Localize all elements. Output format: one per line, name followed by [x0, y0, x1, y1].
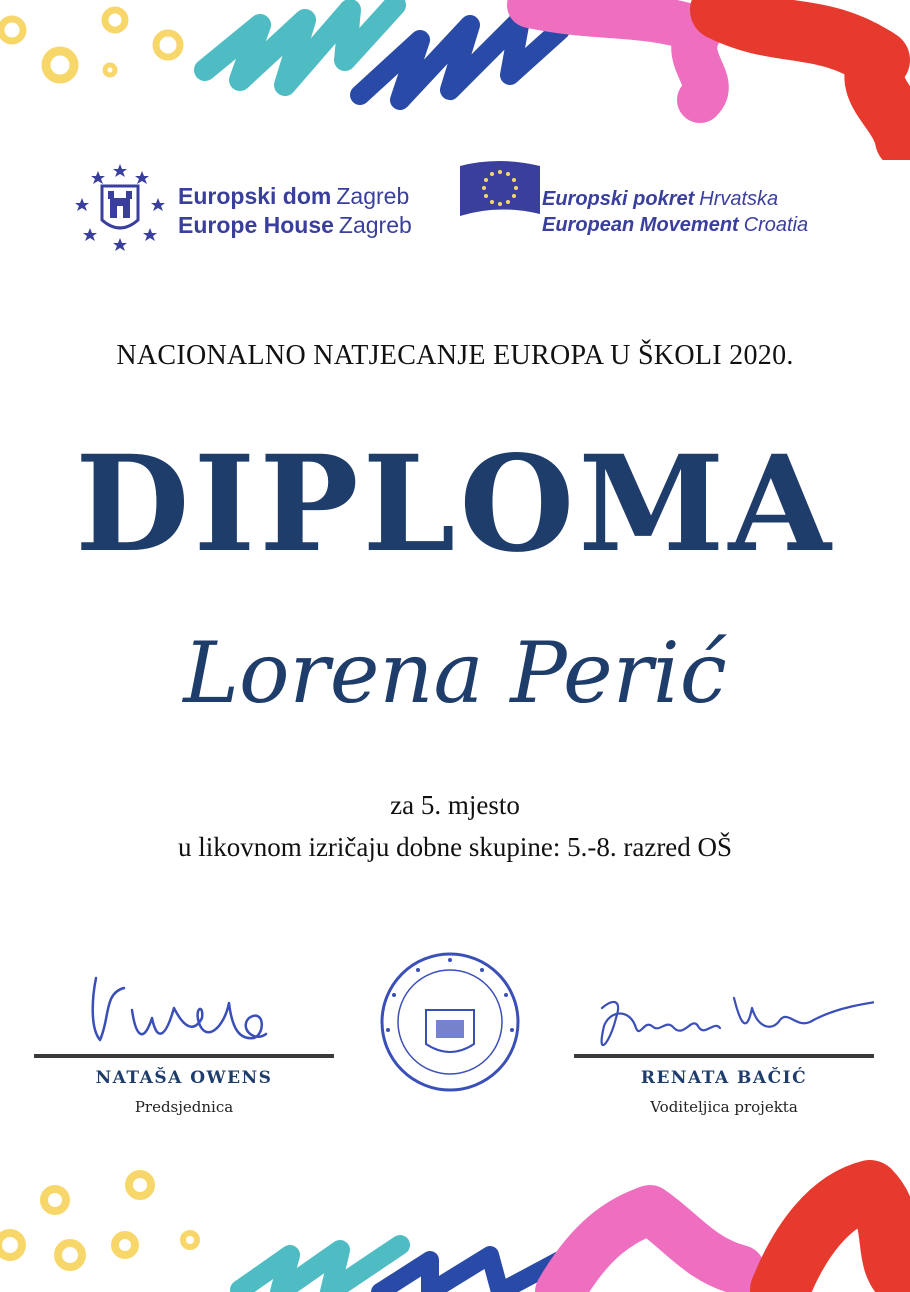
pink-stroke: [530, 5, 706, 100]
yellow-ring: [44, 1189, 66, 1211]
red-stroke: [780, 1190, 905, 1290]
handwritten-signature: [34, 948, 334, 1058]
signature-block-president: [34, 948, 334, 1128]
competition-subtitle: NACIONALNO NATJECANJE EUROPA U ŠKOLI 2020.: [116, 340, 794, 371]
logo-line2-regular: Croatia: [743, 214, 809, 236]
bottom-decoration: [0, 1160, 910, 1292]
yellow-ring: [58, 1243, 82, 1267]
logo-line1-regular: Hrvatska: [699, 188, 779, 210]
handwritten-signature: [574, 948, 874, 1058]
official-stamp: [370, 940, 540, 1105]
top-decoration: [0, 0, 910, 160]
yellow-ring: [105, 65, 115, 75]
award-description: [0, 784, 910, 868]
blue-stroke: [360, 20, 560, 100]
signature-block-project-lead: [574, 948, 874, 1128]
yellow-ring: [115, 1235, 135, 1255]
yellow-ring: [129, 1174, 151, 1196]
signatory-role: Voditeljica projekta: [650, 1098, 798, 1116]
logo-line2-bold: European Movement: [542, 214, 739, 236]
logo-line1-bold: Europski pokret: [542, 188, 695, 210]
yellow-ring: [46, 51, 74, 79]
award-category: u likovnom izričaju dobne skupine: 5.-8. razred OŠ: [177, 832, 733, 862]
yellow-ring: [105, 10, 125, 30]
eu-flag-icon: [458, 158, 542, 228]
european-movement-logo: [458, 158, 878, 258]
logo-line1-regular: Zagreb: [336, 183, 410, 209]
europe-house-logo: [70, 158, 430, 258]
logo-line2-regular: Zagreb: [338, 212, 412, 238]
blue-stroke: [380, 1255, 560, 1292]
award-place: za 5. mjesto: [390, 790, 520, 820]
logo-line1-bold: Europski dom: [178, 183, 332, 209]
teal-stroke: [205, 5, 395, 85]
signature-line: [574, 1054, 874, 1058]
recipient-name: Lorena Perić: [183, 624, 727, 722]
diploma-title: DIPLOMA: [75, 427, 835, 582]
logo-line2-bold: Europe House: [178, 212, 334, 238]
pink-stroke: [560, 1210, 740, 1292]
signatory-name: NATAŠA OWENS: [95, 1068, 273, 1088]
europe-house-wordmark: [178, 182, 417, 240]
red-stroke: [720, 10, 905, 140]
yellow-ring: [1, 19, 23, 41]
signatory-name: RENATA BAČIĆ: [640, 1068, 808, 1088]
zagreb-coat-of-arms-icon: [70, 158, 170, 258]
european-movement-wordmark: [542, 186, 813, 238]
yellow-ring: [183, 1233, 197, 1247]
signature-line: [34, 1054, 334, 1058]
signatory-role: Predsjednica: [134, 1098, 234, 1116]
yellow-ring: [156, 33, 180, 57]
yellow-ring: [0, 1233, 22, 1257]
